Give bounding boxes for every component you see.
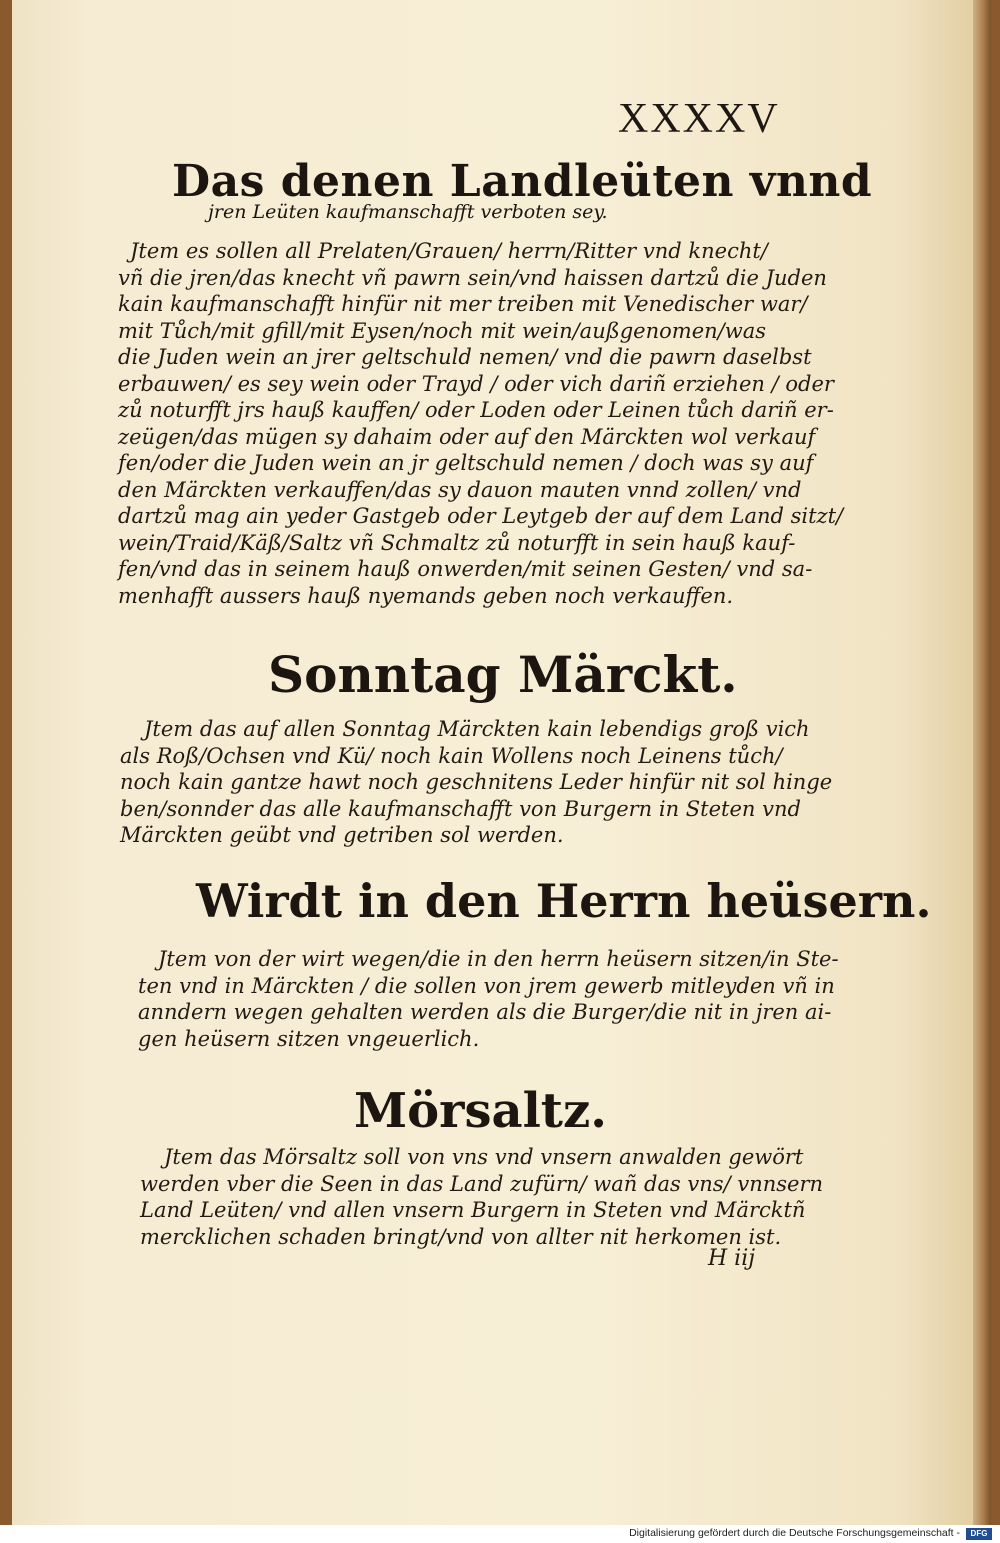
section-subheading-landleuten: jren Leüten kaufmanschafft verboten sey. bbox=[208, 201, 608, 223]
text-line: mit Tůch/mit gfill/mit Eysen/noch mit wein/außgenomen/was bbox=[118, 318, 766, 343]
text-line: werden vber die Seen in das Land zufürn/ wañ das vns/ vnnsern bbox=[140, 1171, 824, 1196]
section-heading-moersaltz: Mörsaltz. bbox=[354, 1083, 607, 1139]
text-line: ten vnd in Märckten / die sollen von jrem gewerb mitleyden vñ in bbox=[138, 973, 835, 998]
text-line: wein/Traid/Käß/Saltz vñ Schmaltz zů noturfft in sein hauß kauf- bbox=[118, 530, 796, 555]
text-line: noch kain gantze hawt noch geschnitens Leder hinfür nit sol hinge bbox=[120, 770, 833, 794]
text-line: dartzů mag ain yeder Gastgeb oder Leytgeb der auf dem Land sitzt/ bbox=[118, 504, 844, 528]
text-line: kain kaufmanschafft hinfür nit mer treiben mit Venedischer war/ bbox=[118, 292, 808, 316]
dfg-logo-icon: DFG bbox=[966, 1528, 992, 1540]
section-body-wirdt bbox=[138, 946, 839, 1052]
section-body-sonntag-maerckt bbox=[120, 716, 832, 849]
text-line: fen/oder die Juden wein an jr geltschuld nemen / doch was sy auf bbox=[118, 451, 814, 475]
text-line: Jtem das auf allen Sonntag Märckten kain lebendigs groß vich bbox=[144, 717, 810, 741]
text-line: mercklichen schaden bringt/vnd von allter nit herkomen ist. bbox=[140, 1224, 782, 1249]
text-line: die Juden wein an jrer geltschuld nemen/ vnd die pawrn daselbst bbox=[118, 345, 812, 369]
text-line: zeügen/das mügen sy dahaim oder auf den Märckten wol verkauf bbox=[118, 424, 816, 449]
text-line: Märckten geübt vnd getriben sol werden. bbox=[120, 823, 564, 847]
signature-mark: H iij bbox=[708, 1246, 756, 1271]
funding-credit: Digitalisierung gefördert durch die Deutsche Forschungsgemeinschaft - bbox=[629, 1527, 960, 1539]
text-line: zů noturfft jrs hauß kauffen/ oder Loden oder Leinen tůch dariñ er- bbox=[118, 398, 834, 422]
text-line: Jtem das Mörsaltz soll von vns vnd vnsern anwalden gewört bbox=[164, 1145, 804, 1169]
text-line: Jtem von der wirt wegen/die in den herrn heüsern sitzen/in Ste- bbox=[158, 947, 839, 971]
text-line: fen/vnd das in seinem hauß onwerden/mit seinen Gesten/ vnd sa- bbox=[118, 557, 813, 581]
text-line: Land Leüten/ vnd allen vnsern Burgern in Steten vnd Märcktñ bbox=[140, 1198, 806, 1222]
section-heading-landleuten: Das denen Landleüten vnnd bbox=[172, 156, 873, 207]
text-line: erbauwen/ es sey wein oder Trayd / oder vich dariñ erziehen / oder bbox=[118, 371, 834, 396]
section-body-landleuten bbox=[118, 238, 843, 609]
text-line: vñ die jren/das knecht vñ pawrn sein/vnd haissen dartzů die Juden bbox=[118, 265, 827, 290]
folio-number: XXXXV bbox=[618, 96, 780, 142]
text-line: als Roß/Ochsen vnd Kü/ noch kain Wollens noch Leinens tůch/ bbox=[120, 743, 783, 768]
text-line: den Märckten verkauffen/das sy dauon mauten vnnd zollen/ vnd bbox=[118, 477, 802, 502]
page-edge bbox=[973, 0, 991, 1525]
text-line: gen heüsern sitzen vngeuerlich. bbox=[138, 1026, 480, 1051]
text-line: anndern wegen gehalten werden als die Burger/die nit in jren ai- bbox=[138, 1000, 832, 1024]
text-line: Jtem es sollen all Prelaten/Grauen/ herrn/Ritter vnd knecht/ bbox=[130, 239, 768, 263]
section-heading-sonntag-maerckt: Sonntag Märckt. bbox=[268, 645, 738, 704]
text-line: menhafft aussers hauß nyemands geben noch verkauffen. bbox=[118, 583, 734, 608]
footer-bar bbox=[0, 1525, 1000, 1543]
section-heading-wirdt: Wirdt in den Herrn heüsern. bbox=[196, 874, 932, 928]
text-line: ben/sonnder das alle kaufmanschafft von Burgern in Steten vnd bbox=[120, 796, 801, 821]
section-body-moersaltz bbox=[140, 1144, 823, 1250]
